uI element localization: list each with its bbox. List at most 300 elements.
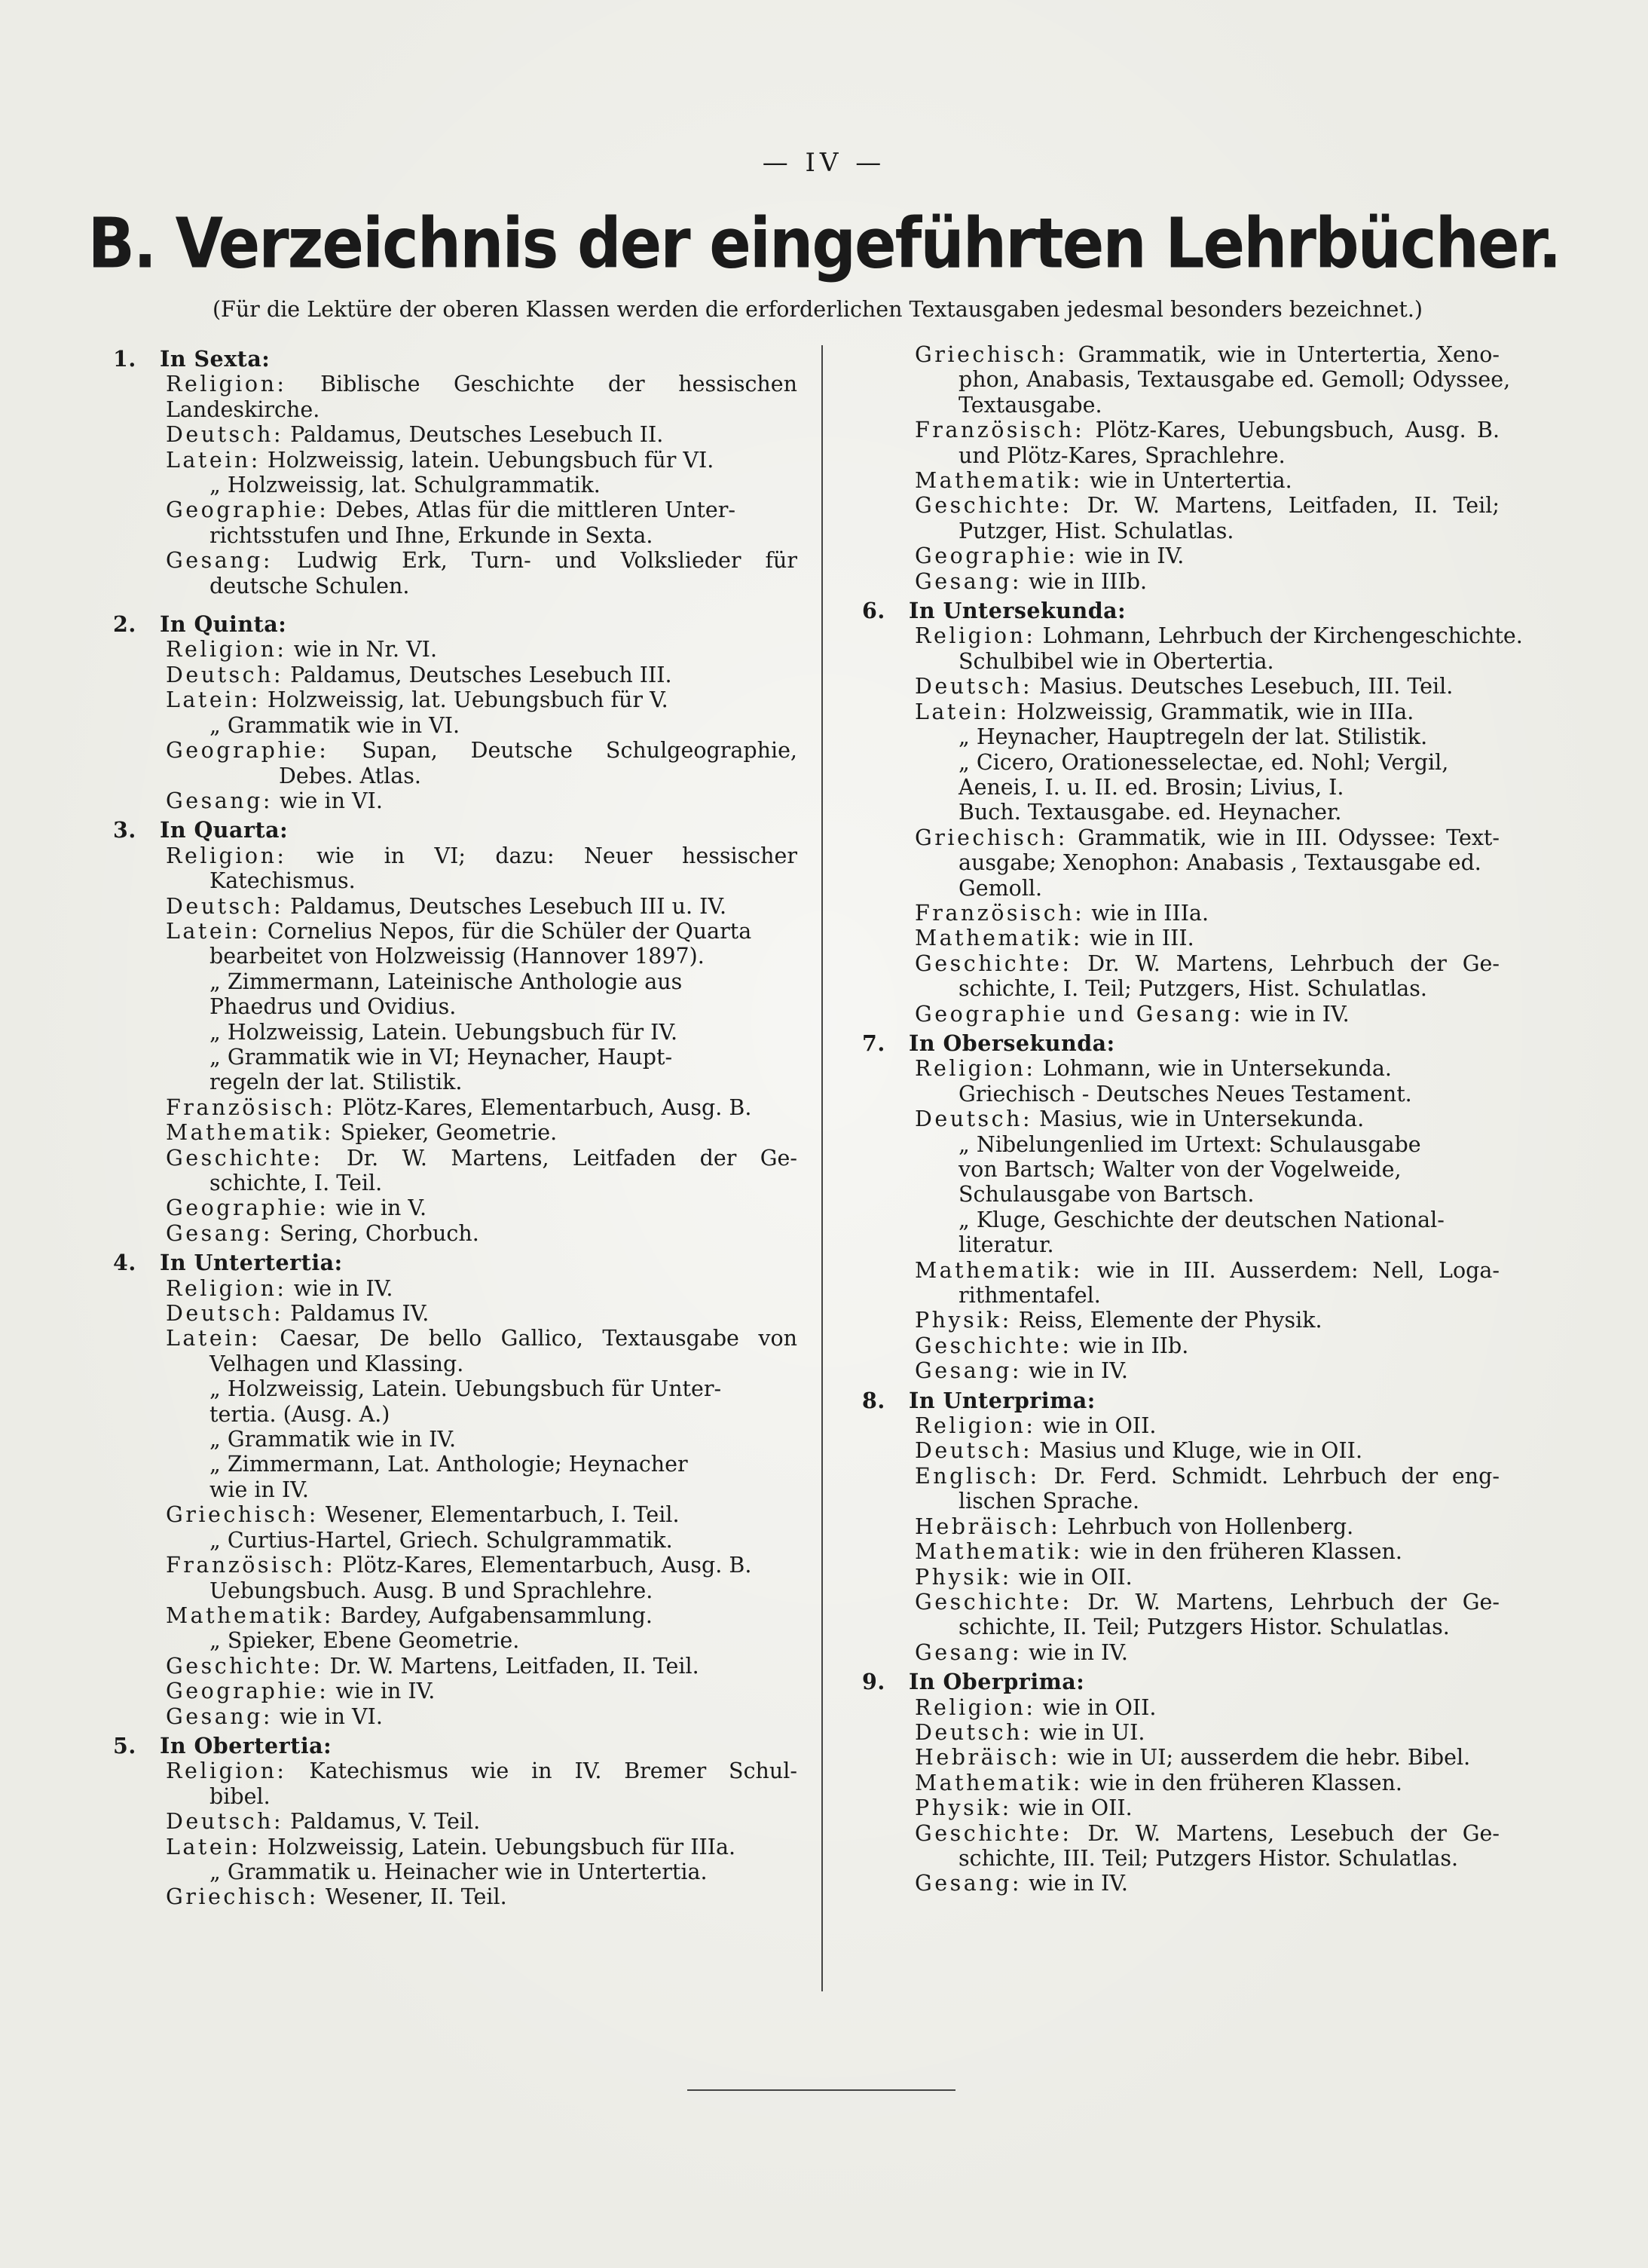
entry-line [862,951,1500,976]
spacer [113,598,797,608]
entry-text: wie in OII. [1011,1795,1133,1821]
entry-text: Lehrbuch von Hollenberg. [1060,1514,1354,1539]
section-title: In Quarta: [160,817,289,843]
entry-line [113,1528,797,1553]
entry-text: Masius und Kluge, wie in OII. [1032,1438,1363,1464]
entry-line [862,468,1500,493]
entry-text: Katechismus. [209,868,356,894]
entry-line [862,1539,1500,1564]
subject-label: Physik: [915,1308,1012,1333]
subject-label: Gesang: [166,788,273,813]
entry-line [862,825,1500,850]
subject-label: Französisch: [915,418,1085,443]
subject-label: Geographie: [166,1195,329,1221]
entry-text: rithmentafel. [959,1283,1101,1308]
page-title: B. Verzeichnis der eingeführten Lehrbücher. [87,204,1561,284]
subject-label: Geschichte: [166,1653,323,1679]
section-number: 4. [113,1250,136,1276]
subject-label: Mathematik: [166,1120,334,1146]
entry-line [113,919,797,944]
subject-label: Mathematik: [166,1602,334,1628]
subject-label: Geographie: [166,738,329,764]
subject-label: Gesang: [915,1358,1022,1384]
entry-text: wie in IV. [1243,1001,1350,1027]
entry-line [862,1207,1500,1232]
entry-line [862,1082,1500,1106]
entry-line [113,372,797,396]
entry-line [862,1846,1500,1871]
entry-text: Biblische Geschichte der hessischen [286,372,797,397]
entry-line [862,367,1511,393]
entry-text: wie in VI. [272,788,383,813]
subject-label: Religion: [915,1413,1036,1439]
entry-text: Griechisch - Deutsches Neues Testament. [959,1081,1412,1106]
entry-line [113,1351,797,1376]
subject-label: Deutsch: [915,1106,1033,1132]
entry-line [862,1590,1500,1615]
entry-text: schichte, I. Teil. [209,1171,383,1195]
entry-text: „ Spieker, Ebene Geometrie. [209,1628,520,1654]
entry-line [862,699,1500,724]
subtitle-note: (Für die Lektüre der oberen Klassen werden die erforderlichen Textausgaben jedesmal besonders bezeichnet.) [212,297,1423,322]
entry-line [113,894,797,919]
entry-line [862,393,1500,418]
entry-line [862,850,1500,875]
entry-line [862,1106,1500,1131]
entry-line [862,1283,1500,1308]
entry-line [113,944,797,969]
entry-line [862,1695,1500,1720]
entry-line [113,1784,797,1809]
entry-text: Dr. W. Martens, Leitfaden, II. Teil; [1072,493,1500,519]
entry-line [113,1171,797,1195]
entry-text: schichte, II. Teil; Putzgers Histor. Schulatlas. [959,1615,1450,1640]
entry-line [862,519,1500,543]
entry-line [862,569,1500,594]
section-title: In Untersekunda: [909,598,1127,624]
entry-text: Grammatik, wie in III. Odyssee: Text- [1067,825,1500,850]
entry-line [113,1859,797,1884]
entry-text: Velhagen und Klassing. [209,1351,464,1376]
entry-line [113,788,797,813]
entry-text: „ Grammatik wie in VI; Heynacher, Haupt- [209,1044,673,1070]
section-number: 7. [862,1030,885,1056]
subject-label: Gesang: [915,1871,1022,1896]
entry-text: wie in V. [329,1195,427,1221]
entry-line [862,649,1500,674]
entry-line [113,1654,797,1679]
subject-label: Deutsch: [915,674,1033,699]
entry-text: Dr. W. Martens, Lehrbuch der Ge- [1072,1589,1500,1615]
entry-line [862,1720,1500,1745]
section-heading [113,1250,797,1275]
entry-text: Aeneis, I. u. II. ed. Brosin; Livius, I. [959,774,1344,800]
entry-line [862,1745,1500,1770]
subject-label: Mathematik: [915,1770,1083,1795]
subject-label: Geschichte: [915,1333,1072,1358]
entry-text: wie in OII. [1011,1564,1133,1590]
entry-line [113,1452,797,1477]
entry-text: „ Holzweissig, Latein. Uebungsbuch für Unter- [209,1376,722,1402]
subject-label: Gesang: [166,1220,273,1246]
entry-line [862,926,1500,950]
section-number: 8. [862,1387,885,1413]
entry-line [862,1182,1500,1207]
entry-text: literatur. [959,1232,1054,1258]
entry-line [113,1301,797,1326]
subject-label: Gesang: [915,1639,1022,1665]
entry-line [113,1835,797,1859]
entry-text: wie in IIb. [1072,1333,1189,1358]
subject-label: Hebräisch: [915,1514,1061,1539]
entry-text: wie in III. [1082,926,1194,951]
section-title: In Obertertia: [160,1732,332,1758]
entry-line [113,1146,797,1171]
entry-line [113,1603,797,1628]
entry-line [113,1402,797,1427]
entry-line [862,1615,1500,1639]
entry-text: Wesener, II. Teil. [318,1884,507,1910]
entry-text: Plötz-Kares, Elementarbuch, Ausg. B. [335,1553,752,1578]
entry-line [862,1464,1500,1489]
subject-label: Griechisch: [166,1884,319,1910]
entry-line [862,1333,1500,1358]
entry-text: Schulbibel wie in Obertertia. [959,648,1274,674]
entry-line [113,1578,797,1603]
entry-text: Textausgabe. [959,392,1102,418]
entry-line [113,574,797,598]
entry-line [862,1232,1500,1257]
subject-label: Gesang: [915,568,1022,594]
entry-line [113,1376,797,1401]
subject-label: Deutsch: [915,1719,1033,1745]
subject-label: Latein: [166,1326,261,1351]
subject-label: Deutsch: [166,422,284,448]
entry-line [862,1640,1500,1665]
entry-line [113,397,797,422]
entry-text: Lohmann, Lehrbuch der Kirchengeschichte. [1035,623,1523,649]
section-title: In Oberprima: [909,1669,1085,1695]
entry-line [862,443,1500,468]
entry-line [113,1477,797,1502]
entry-text: Buch. Textausgabe. ed. Heynacher. [959,800,1342,825]
entry-text: wie in IV. [209,1477,309,1502]
entry-text: wie in VI. [272,1703,383,1729]
section-heading [113,347,797,372]
subject-label: Deutsch: [166,1809,284,1835]
entry-line [113,1195,797,1220]
subject-label: Geschichte: [166,1145,323,1171]
entry-text: „ Cicero, Orationesselectae, ed. Nohl; Vergil, [959,749,1449,775]
entry-line [113,637,797,662]
entry-text: Dr. W. Martens, Lesebuch der Ge- [1072,1820,1500,1846]
subject-label: Griechisch: [915,342,1068,367]
entry-text: Landeskirche. [166,396,320,422]
entry-line [862,493,1500,518]
entry-line [113,548,797,573]
entry-line [862,1258,1500,1283]
entry-line [862,1308,1500,1333]
entry-line [113,1276,797,1301]
entry-text: wie in Nr. VI. [286,637,438,663]
section-number: 1. [113,346,136,372]
entry-line [862,1002,1500,1027]
entry-line [862,1157,1500,1182]
entry-text: „ Kluge, Geschichte der deutschen National- [959,1207,1445,1232]
entry-text: wie in UI. [1032,1719,1145,1745]
subject-label: Latein: [915,699,1010,724]
entry-line [862,775,1500,800]
entry-line [113,1553,797,1578]
section-number: 2. [113,611,136,638]
entry-line [862,342,1500,367]
subject-label: Religion: [915,623,1036,649]
entry-text: Schulausgabe von Bartsch. [959,1182,1255,1207]
entry-line [862,1413,1500,1438]
entry-line [113,473,797,497]
entry-text: und Plötz-Kares, Sprachlehre. [959,442,1286,468]
subject-label: Griechisch: [915,825,1068,850]
subject-label: Geographie und Gesang: [915,1001,1243,1027]
entry-text: Katechismus wie in IV. Bremer Schul- [286,1758,797,1784]
subject-label: Mathematik: [915,926,1083,951]
entry-line [862,418,1500,442]
subject-label: Religion: [166,843,287,868]
subject-label: Geschichte: [915,493,1072,519]
entry-text: Bardey, Aufgabensammlung. [333,1602,653,1628]
entry-text: schichte, I. Teil; Putzgers, Hist. Schulatlas. [959,976,1427,1002]
entry-line [862,543,1500,568]
entry-text: „ Holzweissig, Latein. Uebungsbuch für IV. [209,1019,678,1045]
entry-text: Supan, Deutsche Schulgeographie, [329,738,797,764]
entry-line [113,713,797,738]
entry-text: wie in OII. [1035,1694,1157,1720]
section-number: 6. [862,598,885,624]
section-title: In Untertertia: [160,1250,343,1276]
entry-text: wie in III. Ausserdem: Nell, Loga- [1082,1257,1500,1283]
section-heading [862,1031,1500,1056]
subject-label: Geographie: [915,543,1078,569]
entry-text: wie in UI; ausserdem die hebr. Bibel. [1060,1745,1471,1771]
entry-text: wie in IIIa. [1084,900,1209,926]
entry-text: Masius. Deutsches Lesebuch, III. Teil. [1032,674,1454,699]
entry-text: wie in IV. [1021,1358,1128,1384]
entry-text: Paldamus, V. Teil. [283,1809,481,1835]
subject-label: Griechisch: [166,1502,319,1528]
entry-line [113,868,797,893]
entry-line [862,674,1500,699]
entry-text: Debes. Atlas. [279,763,421,788]
entry-text: Spieker, Geometrie. [333,1120,558,1146]
entry-line [113,1704,797,1729]
entry-text: Holzweissig, lat. Uebungsbuch für V. [260,687,668,713]
section-heading [113,1734,797,1758]
subject-label: Geschichte: [915,950,1072,976]
entry-text: wie in IV. [1021,1639,1128,1665]
section-title: In Unterprima: [909,1387,1096,1413]
entry-text: Holzweissig, Grammatik, wie in IIIa. [1009,699,1414,724]
entry-line [113,1628,797,1653]
entry-text: deutsche Schulen. [209,573,410,598]
entry-text: Sering, Chorbuch. [272,1220,479,1246]
page-number: — IV — [762,148,886,178]
subject-label: Gesang: [166,1703,273,1729]
entry-line [113,523,797,548]
section-heading [113,818,797,843]
entry-text: Holzweissig, Latein. Uebungsbuch für IIIa. [260,1834,736,1859]
entry-line [113,1809,797,1834]
entry-text: „ Nibelungenlied im Urtext: Schulausgabe [959,1131,1421,1157]
entry-text: Caesar, De bello Gallico, Textausgabe von [260,1326,797,1351]
section-heading [862,1388,1500,1413]
entry-line [862,1821,1500,1846]
subject-label: Physik: [915,1795,1012,1821]
entry-line [113,1120,797,1145]
entry-text: Dr. Ferd. Schmidt. Lehrbuch der eng- [1039,1463,1500,1489]
subject-label: Religion: [915,1056,1036,1082]
entry-text: „ Heynacher, Hauptregeln der lat. Stilistik. [959,724,1428,750]
subject-label: Latein: [166,1834,261,1859]
entry-line [113,843,797,868]
subject-label: Religion: [166,637,287,663]
section-title: In Quinta: [160,611,287,638]
subject-label: Deutsch: [166,662,284,687]
entry-text: „ Grammatik u. Heinacher wie in Untertertia. [209,1859,708,1884]
entry-line [113,1095,797,1120]
subject-label: Französisch: [166,1553,336,1578]
entry-text: Ludwig Erk, Turn- und Volkslieder für [272,548,797,574]
entry-text: wie in IV. [1021,1871,1128,1896]
entry-line [862,724,1500,749]
entry-line [113,764,797,788]
entry-text: Paldamus, Deutsches Lesebuch II. [283,422,664,448]
right-column [862,342,1523,1896]
section-title: In Sexta: [160,346,271,372]
entry-text: richtsstufen und Ihne, Erkunde in Sexta. [209,522,653,548]
entry-text: „ Curtius-Hartel, Griech. Schulgrammatik. [209,1527,673,1553]
entry-text: Debes, Atlas für die mittleren Unter- [329,497,736,523]
section-number: 9. [862,1669,885,1695]
entry-line [862,750,1500,775]
entry-text: wie in IIIb. [1021,568,1148,594]
entry-line [113,1679,797,1703]
entry-text: Plötz-Kares, Elementarbuch, Ausg. B. [335,1094,752,1120]
entry-line [862,876,1500,901]
subject-label: Religion: [166,1275,287,1301]
subject-label: Latein: [166,918,261,944]
entry-line [113,1070,797,1094]
section-heading [113,612,797,637]
entry-text: Lohmann, wie in Untersekunda. [1035,1056,1392,1082]
entry-line [113,1758,797,1783]
subject-label: Französisch: [166,1094,336,1120]
subject-label: Mathematik: [915,1257,1083,1283]
entry-text: Plötz-Kares, Uebungsbuch, Ausg. B. [1084,418,1500,443]
entry-text: Dr. W. Martens, Lehrbuch der Ge- [1072,950,1500,976]
entry-text: „ Grammatik wie in VI. [209,712,460,738]
subject-label: Religion: [166,372,287,397]
entry-text: wie in OII. [1035,1413,1157,1439]
entry-text: wie in IV. [329,1679,436,1704]
entry-text: Grammatik, wie in Untertertia, Xeno- [1067,342,1500,367]
entry-line [862,1871,1500,1896]
entry-line [113,663,797,687]
subject-label: Religion: [166,1758,287,1784]
entry-line [113,687,797,712]
entry-line [862,901,1500,926]
subject-label: Französisch: [915,900,1085,926]
entry-text: Uebungsbuch. Ausg. B und Sprachlehre. [209,1578,653,1603]
subject-label: Geschichte: [915,1820,1072,1846]
entry-line [862,1795,1500,1820]
entry-line [862,1771,1500,1795]
entry-text: Masius, wie in Untersekunda. [1032,1106,1365,1132]
entry-text: lischen Sprache. [959,1489,1140,1514]
section-title: In Obersekunda: [909,1030,1115,1056]
subject-label: Physik: [915,1564,1012,1590]
left-column [113,342,797,1910]
bottom-rule [687,2089,955,2091]
entry-line [113,1884,797,1909]
section-number: 3. [113,817,136,843]
entry-line [862,800,1500,825]
subject-label: Latein: [166,687,261,713]
entry-line [113,738,797,763]
entry-text: regeln der lat. Stilistik. [209,1070,463,1095]
entry-line [113,1221,797,1246]
entry-text: wie in VI; dazu: Neuer hessischer [286,843,797,868]
entry-text: wie in den früheren Klassen. [1082,1539,1402,1565]
entry-line [113,1502,797,1527]
entry-line [113,969,797,994]
entry-text: bearbeitet von Holzweissig (Hannover 1897). [209,944,705,969]
entry-line [862,1358,1500,1383]
subject-label: Geographie: [166,1679,329,1704]
entry-text: wie in IV. [1078,543,1185,569]
entry-text: wie in Untertertia. [1082,468,1292,494]
entry-text: Phaedrus und Ovidius. [209,994,457,1020]
entry-line [113,1045,797,1070]
subject-label: Hebräisch: [915,1745,1061,1771]
entry-text: Wesener, Elementarbuch, I. Teil. [318,1502,680,1528]
subject-label: Deutsch: [915,1438,1033,1464]
entry-text: von Bartsch; Walter von der Vogelweide, [959,1157,1402,1182]
entry-line [862,623,1523,649]
entry-line [113,448,797,473]
subject-label: Deutsch: [166,893,284,919]
section-number: 5. [113,1732,136,1758]
subject-label: Geographie: [166,497,329,523]
entry-text: wie in den früheren Klassen. [1082,1770,1402,1795]
entry-line [862,1438,1500,1463]
entry-text: „ Holzweissig, lat. Schulgrammatik. [209,473,601,498]
entry-text: Dr. W. Martens, Leitfaden der Ge- [323,1145,797,1171]
subject-label: Englisch: [915,1463,1040,1489]
entry-text: „ Zimmermann, Lateinische Anthologie aus [209,969,683,994]
subject-label: Gesang: [166,548,273,574]
entry-line [113,994,797,1019]
section-heading [862,598,1500,623]
entry-text: ausgabe; Xenophon: Anabasis , Textausgabe ed. [959,850,1481,876]
entry-text: Holzweissig, latein. Uebungsbuch für VI. [260,447,714,473]
subject-label: Religion: [915,1694,1036,1720]
entry-text: Paldamus IV. [283,1301,430,1327]
subject-label: Latein: [166,447,261,473]
entry-text: „ Grammatik wie in IV. [209,1427,457,1452]
entry-text: „ Zimmermann, Lat. Anthologie; Heynacher [209,1452,688,1477]
entry-text: Reiss, Elemente der Physik. [1011,1308,1322,1333]
entry-text: Paldamus, Deutsches Lesebuch III u. IV. [283,893,727,919]
